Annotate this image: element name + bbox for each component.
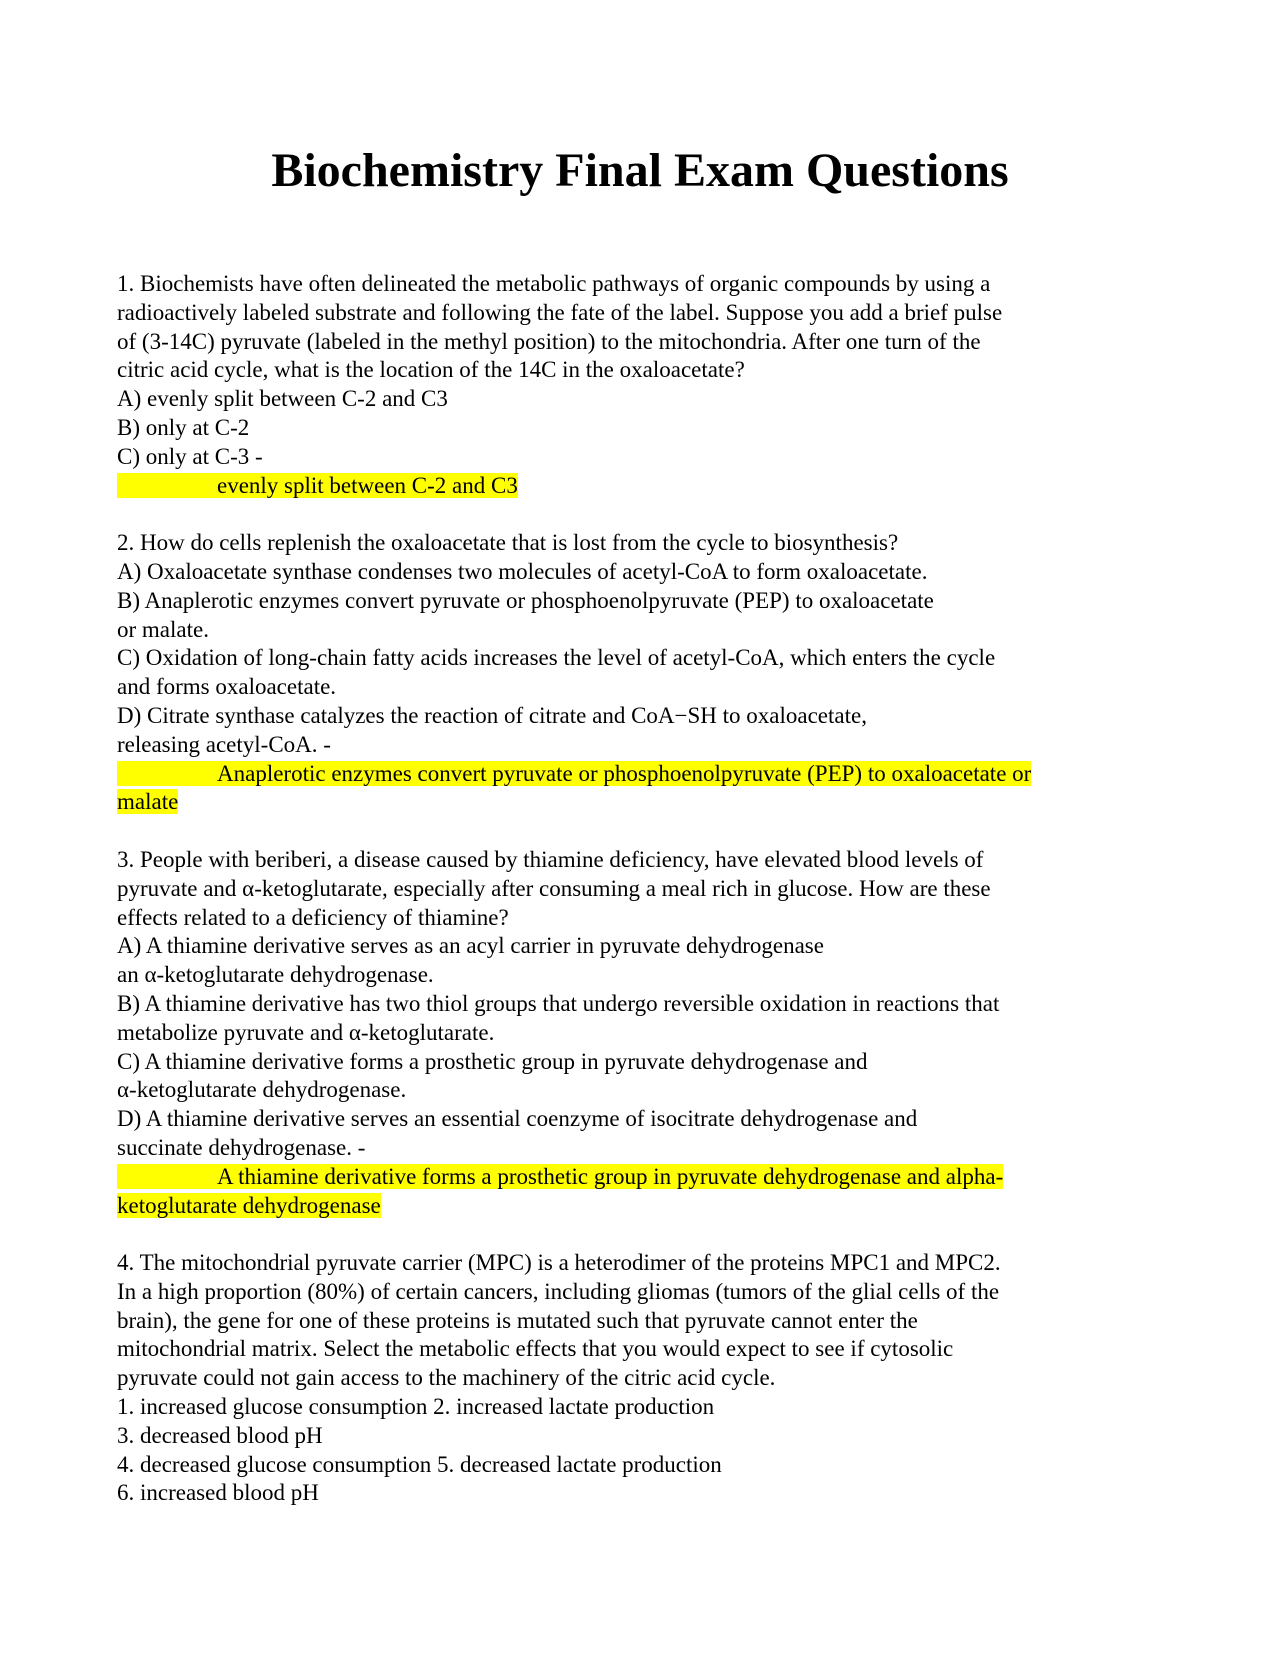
correct-answer — [117, 788, 1117, 817]
answer-option: succinate dehydrogenase. - — [117, 1134, 366, 1160]
answer-option: and forms oxaloacetate. — [117, 674, 337, 700]
highlighted-answer: evenly split between C-2 and C3 — [117, 473, 518, 498]
correct-answer — [117, 1163, 1117, 1192]
spacer — [117, 817, 1117, 846]
question-text-line: radioactively labeled substrate and following the fate of the label. Suppose you add a brief pulse — [117, 299, 1003, 325]
answer-option: A) Oxaloacetate synthase condenses two molecules of acetyl-CoA to form oxaloacetate. — [117, 558, 928, 584]
highlighted-answer: Anaplerotic enzymes convert pyruvate or phosphoenolpyruvate (PEP) to oxaloacetate or — [117, 761, 1031, 786]
question-text-line: 4. The mitochondrial pyruvate carrier (MPC) is a heterodimer of the proteins MPC1 and MPC2. — [117, 1250, 1001, 1276]
highlighted-answer: A thiamine derivative forms a prosthetic group in pyruvate dehydrogenase and alpha- — [117, 1164, 1003, 1189]
question-2 — [117, 529, 1117, 817]
question-1 — [117, 270, 1117, 500]
answer-option: B) only at C-2 — [117, 414, 250, 440]
answer-option: 3. decreased blood pH — [117, 1422, 323, 1448]
answer-option: B) A thiamine derivative has two thiol groups that undergo reversible oxidation in reactions that — [117, 990, 1000, 1016]
answer-option: C) Oxidation of long-chain fatty acids increases the level of acetyl-CoA, which enters the cycle — [117, 645, 996, 671]
question-text-line: mitochondrial matrix. Select the metabolic effects that you would expect to see if cytosolic — [117, 1336, 954, 1362]
spacer — [117, 500, 1117, 529]
page-title: Biochemistry Final Exam Questions — [271, 144, 1009, 197]
spacer — [117, 1220, 1117, 1249]
question-text-line: brain), the gene for one of these proteins is mutated such that pyruvate cannot enter the — [117, 1307, 918, 1333]
correct-answer — [117, 472, 1117, 501]
question-text-line: pyruvate and α-ketoglutarate, especially after consuming a meal rich in glucose. How are these — [117, 875, 991, 901]
correct-answer — [117, 760, 1117, 789]
answer-option: C) only at C-3 - — [117, 443, 263, 469]
answer-option: 4. decreased glucose consumption 5. decreased lactate production — [117, 1451, 722, 1477]
answer-option: releasing acetyl-CoA. - — [117, 731, 331, 757]
answer-option: 6. increased blood pH — [117, 1480, 319, 1506]
answer-option: metabolize pyruvate and α-ketoglutarate. — [117, 1019, 495, 1045]
answer-option: C) A thiamine derivative forms a prosthetic group in pyruvate dehydrogenase and — [117, 1048, 868, 1074]
document-body — [117, 270, 1117, 1508]
question-text-line: In a high proportion (80%) of certain cancers, including gliomas (tumors of the glial cells of the — [117, 1278, 1000, 1304]
question-text-line: pyruvate could not gain access to the machinery of the citric acid cycle. — [117, 1365, 776, 1391]
answer-option: A) A thiamine derivative serves as an acyl carrier in pyruvate dehydrogenase — [117, 933, 824, 959]
answer-option: α-ketoglutarate dehydrogenase. — [117, 1077, 407, 1103]
question-text-line: effects related to a deficiency of thiamine? — [117, 904, 509, 930]
question-text-line: 3. People with beriberi, a disease caused by thiamine deficiency, have elevated blood levels of — [117, 846, 984, 872]
answer-option: B) Anaplerotic enzymes convert pyruvate or phosphoenolpyruvate (PEP) to oxaloacetate — [117, 587, 934, 613]
highlighted-answer: malate — [117, 789, 179, 815]
question-text-line: of (3-14C) pyruvate (labeled in the methyl position) to the mitochondria. After one turn of the — [117, 328, 981, 354]
question-4 — [117, 1249, 1117, 1508]
correct-answer — [117, 1192, 1117, 1221]
answer-option: an α-ketoglutarate dehydrogenase. — [117, 962, 434, 988]
answer-option: or malate. — [117, 616, 209, 642]
answer-option: D) A thiamine derivative serves an essential coenzyme of isocitrate dehydrogenase and — [117, 1106, 918, 1132]
answer-option: D) Citrate synthase catalyzes the reaction of citrate and CoA−SH to oxaloacetate, — [117, 702, 867, 728]
question-text-line: citric acid cycle, what is the location of the 14C in the oxaloacetate? — [117, 357, 745, 383]
question-text-line: 2. How do cells replenish the oxaloacetate that is lost from the cycle to biosynthesis? — [117, 530, 899, 556]
question-3 — [117, 846, 1117, 1220]
highlighted-answer: ketoglutarate dehydrogenase — [117, 1192, 381, 1218]
question-text-line: 1. Biochemists have often delineated the metabolic pathways of organic compounds by using a — [117, 271, 991, 296]
answer-option: A) evenly split between C-2 and C3 — [117, 386, 448, 412]
answer-option: 1. increased glucose consumption 2. increased lactate production — [117, 1394, 715, 1420]
